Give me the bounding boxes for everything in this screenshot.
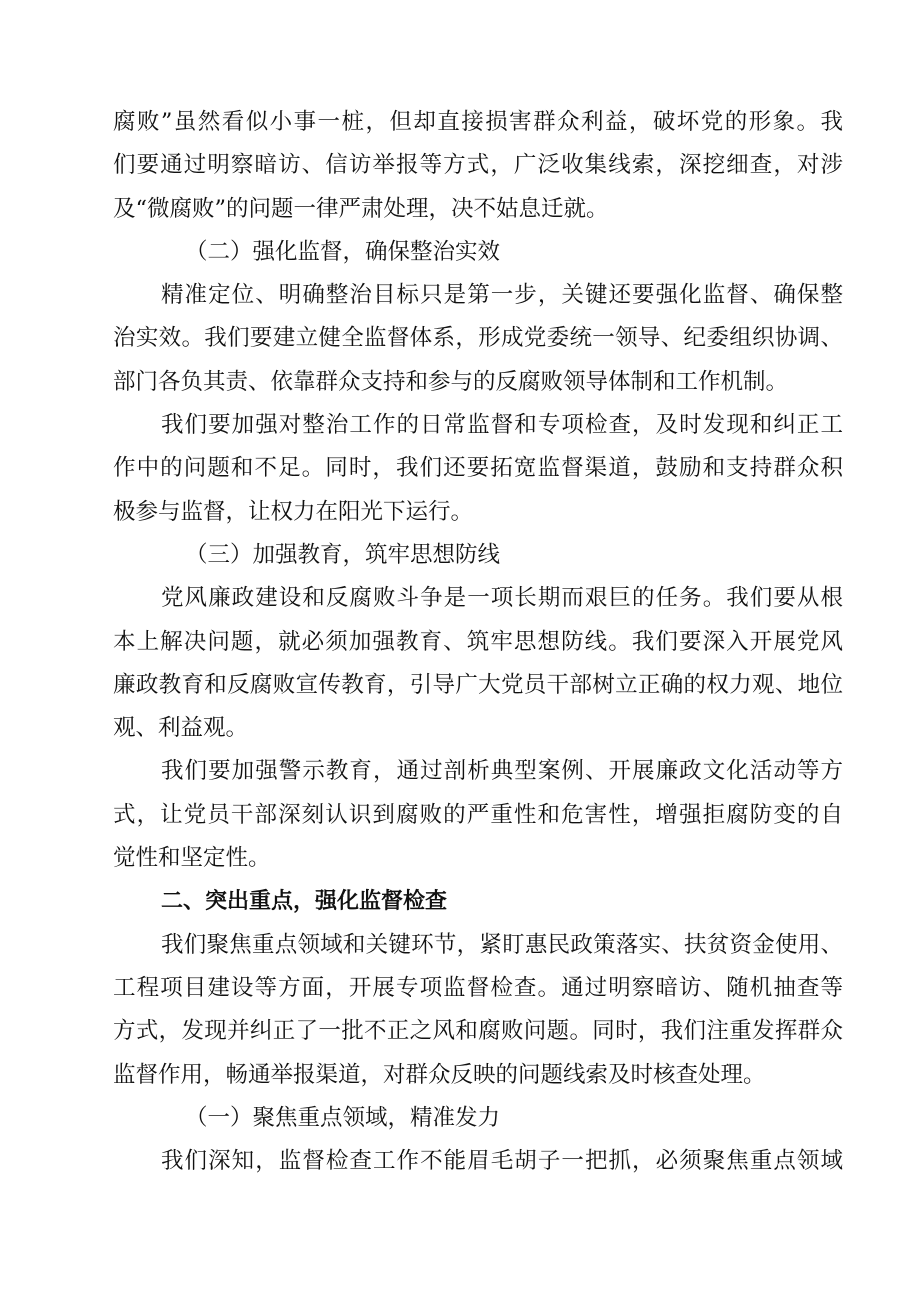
paragraph-first-line: 我们要加强警示教育，通过剖析典型案例、开展廉政文化活动等方 <box>161 758 843 785</box>
text-line: 及“微腐败”的问题一律严肃处理，决不姑息迁就。 <box>113 195 609 222</box>
paragraph-first-line: 精准定位、明确整治目标只是第一步，关键还要强化监督、确保整 <box>161 282 843 309</box>
text-line: 作中的问题和不足。同时，我们还要拓宽监督渠道，鼓励和支持群众积 <box>113 455 843 482</box>
subsection-heading: （一）聚焦重点领域，精准发力 <box>185 1104 501 1131</box>
paragraph-first-line: 我们聚焦重点领域和关键环节，紧盯惠民政策落实、扶贫资金使用、 <box>161 931 843 958</box>
text-line: 们要通过明察暗访、信访举报等方式，广泛收集线索，深挖细查，对涉 <box>113 152 843 179</box>
document-body <box>113 101 843 1183</box>
subsection-heading: （二）强化监督，确保整治实效 <box>185 238 501 265</box>
text-line: 廉政教育和反腐败宣传教育，引导广大党员干部树立正确的权力观、地位 <box>113 671 843 698</box>
text-line: 监督作用，畅通举报渠道，对群众反映的问题线索及时核查处理。 <box>113 1061 766 1088</box>
text-line: 治实效。我们要建立健全监督体系，形成党委统一领导、纪委组织协调、 <box>113 325 843 352</box>
text-line: 方式，发现并纠正了一批不正之风和腐败问题。同时，我们注重发挥群众 <box>113 1018 843 1045</box>
subsection-heading: （三）加强教育，筑牢思想防线 <box>185 541 501 568</box>
paragraph-first-line: 党风廉政建设和反腐败斗争是一项长期而艰巨的任务。我们要从根 <box>161 585 843 612</box>
section-heading: 二、突出重点，强化监督检查 <box>161 889 448 915</box>
text-line: 极参与监督，让权力在阳光下运行。 <box>113 498 474 525</box>
text-line: 部门各负其责、依靠群众支持和参与的反腐败领导体制和工作机制。 <box>113 368 789 395</box>
paragraph-first-line: 我们深知，监督检查工作不能眉毛胡子一把抓，必须聚焦重点领域 <box>161 1148 843 1175</box>
paragraph-first-line: 我们要加强对整治工作的日常监督和专项检查，及时发现和纠正工 <box>161 412 843 439</box>
text-line: 式，让党员干部深刻认识到腐败的严重性和危害性，增强拒腐防变的自 <box>113 801 843 828</box>
text-line: 本上解决问题，就必须加强教育、筑牢思想防线。我们要深入开展党风 <box>113 628 843 655</box>
text-line: 觉性和坚定性。 <box>113 845 271 872</box>
text-line: 工程项目建设等方面，开展专项监督检查。通过明察暗访、随机抽查等 <box>113 974 843 1001</box>
text-line: 腐败”虽然看似小事一桩，但却直接损害群众利益，破坏党的形象。我 <box>113 109 843 135</box>
text-line: 观、利益观。 <box>113 715 249 742</box>
